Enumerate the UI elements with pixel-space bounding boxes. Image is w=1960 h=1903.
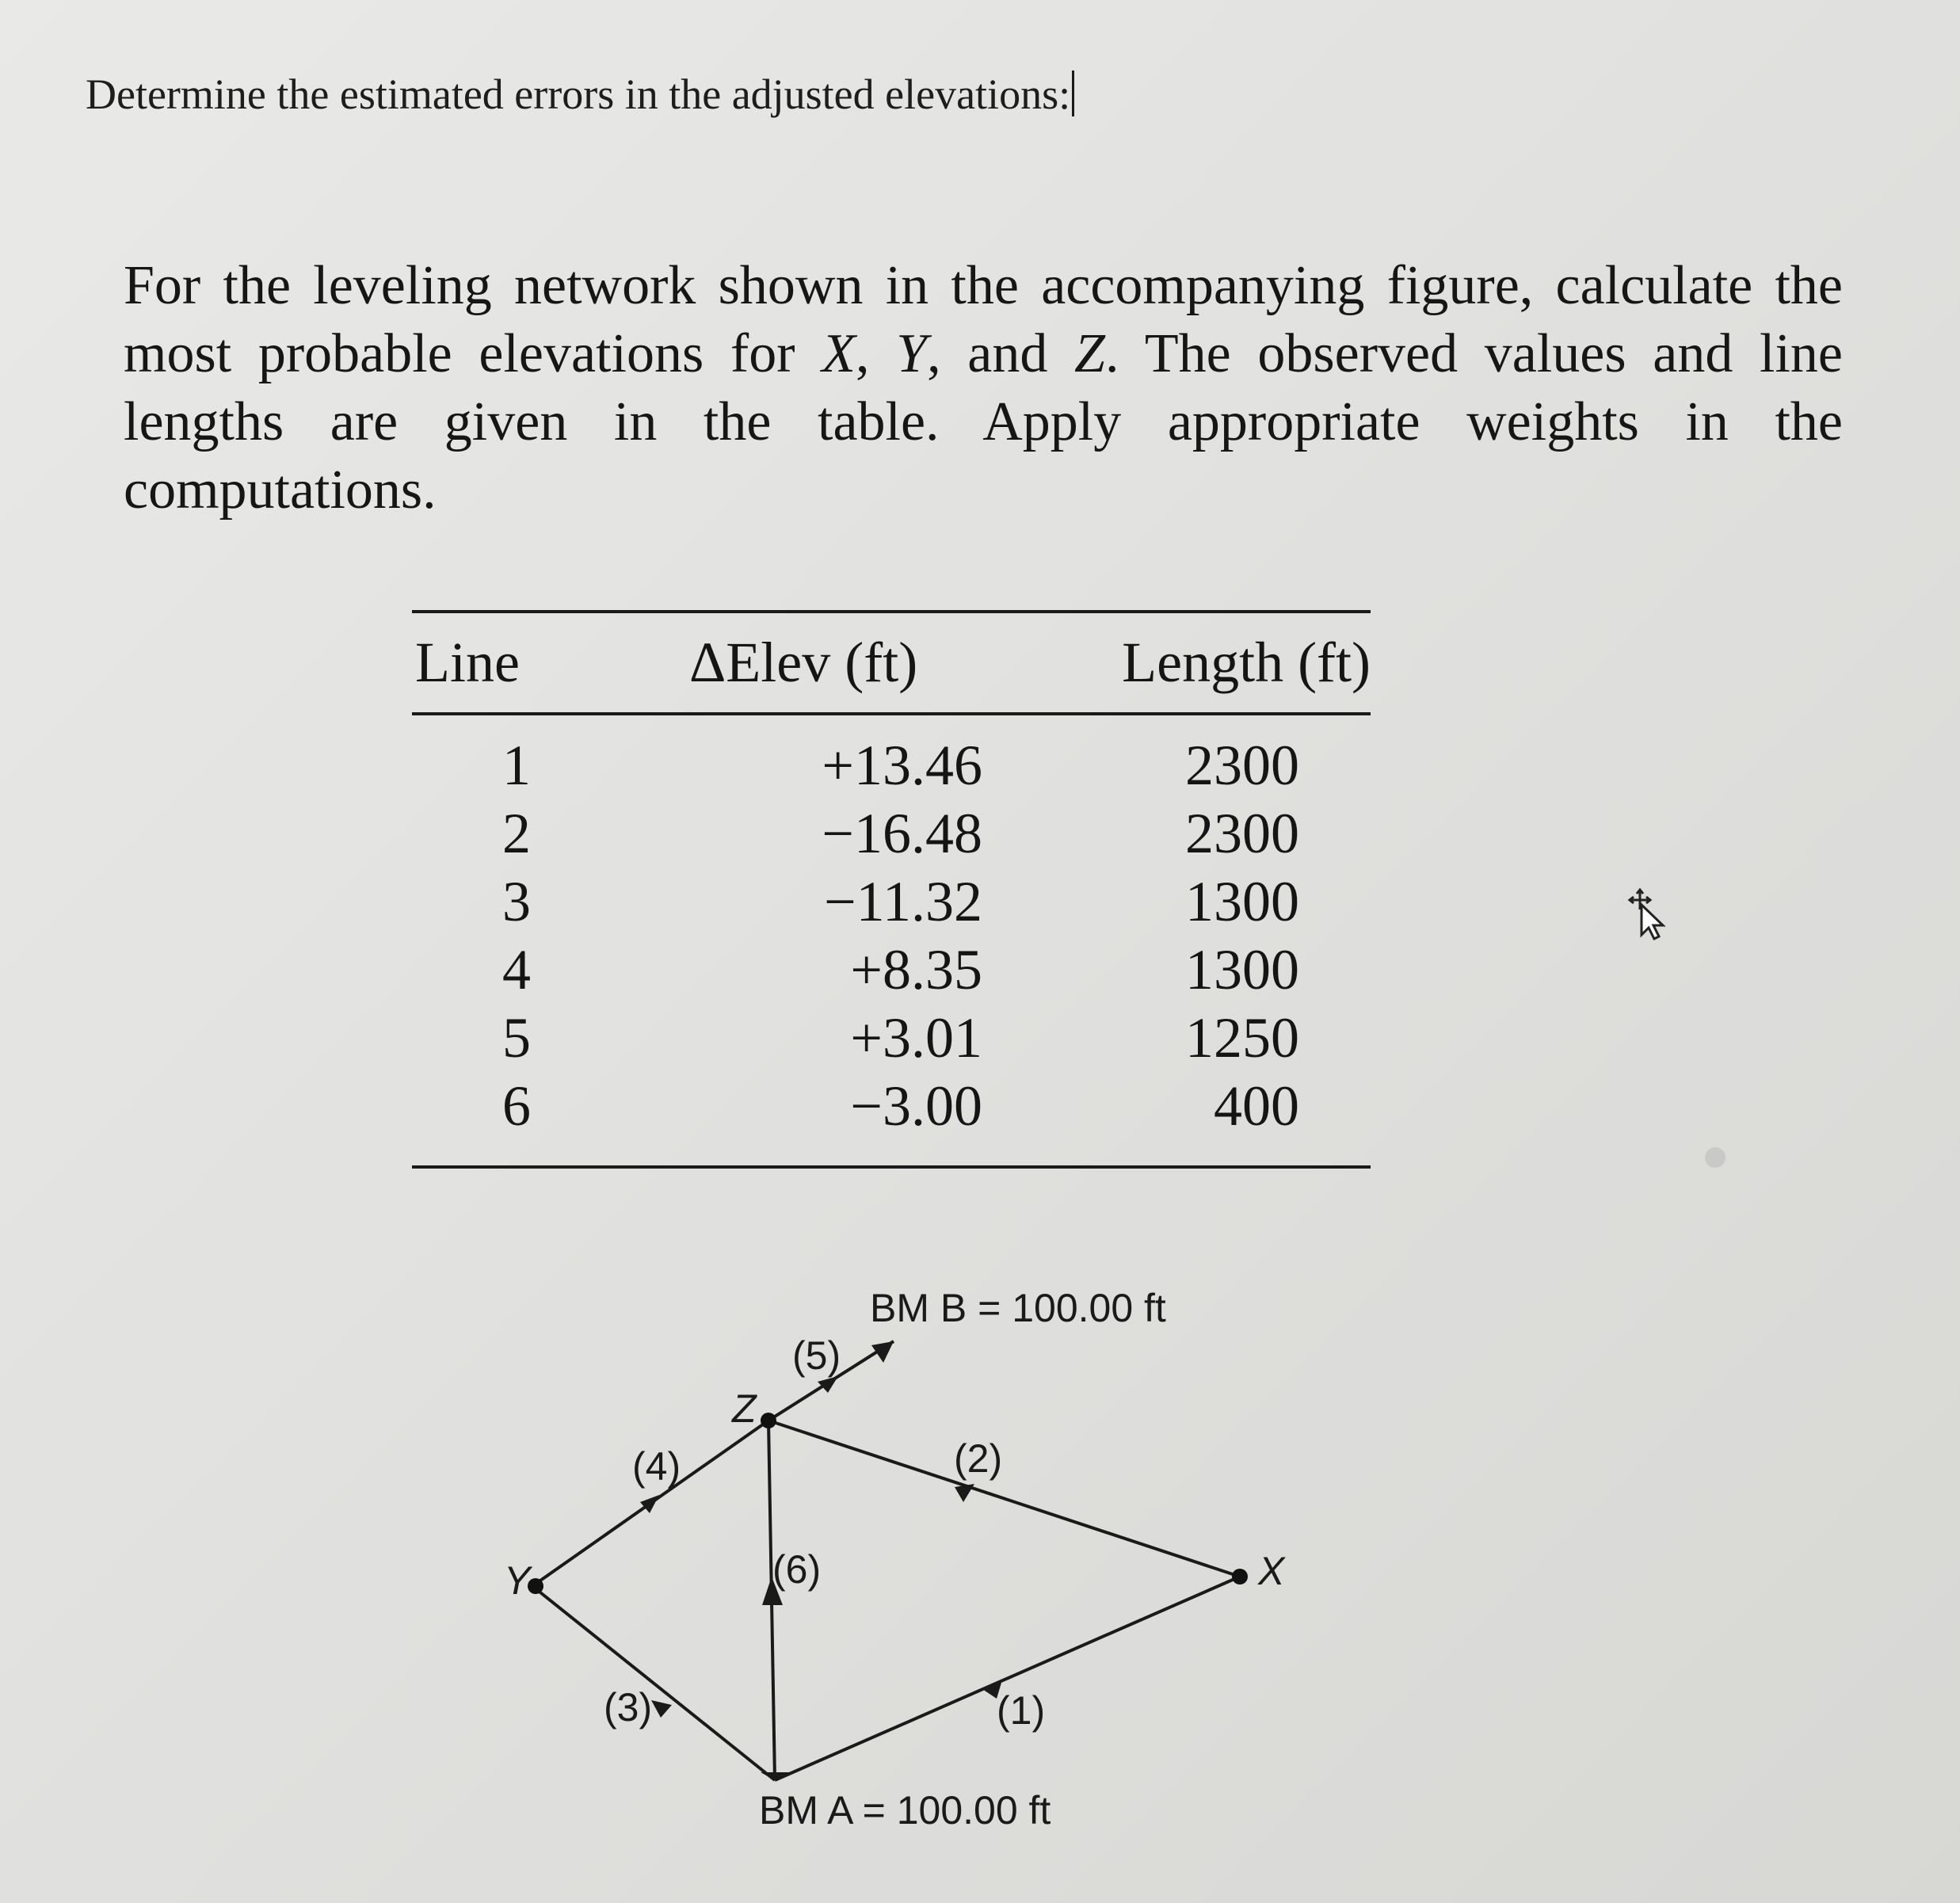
node-x-point (1232, 1569, 1248, 1585)
line-1 (775, 1577, 1240, 1780)
cell-line: 3 (502, 869, 531, 933)
problem-sep2: , and (927, 323, 1075, 384)
cell-line: 2 (502, 801, 531, 865)
move-cursor-icon (1623, 886, 1667, 941)
cell-elev: −3.00 (850, 1074, 982, 1138)
cell-elev: +8.35 (850, 937, 982, 1001)
cell-elev: −11.32 (824, 869, 982, 933)
cell-length: 400 (1214, 1074, 1299, 1138)
cell-length: 1300 (1185, 937, 1299, 1001)
network-nodes (528, 1413, 1248, 1594)
cell-line: 4 (502, 937, 531, 1001)
line-3 (532, 1586, 775, 1780)
cell-elev: +13.46 (822, 733, 982, 797)
dust-spot (1705, 1147, 1725, 1168)
node-z-label: Z (732, 1386, 757, 1431)
cell-elev: +3.01 (850, 1005, 982, 1070)
label-2: (2) (954, 1436, 1003, 1481)
problem-var-z: Z (1074, 323, 1105, 384)
label-5: (5) (792, 1333, 841, 1378)
question-label: Determine the estimated errors in the adjusted elevations: (86, 71, 1071, 118)
figure-labels (504, 1286, 1286, 1832)
header-elev: ΔElev (ft) (689, 631, 918, 694)
label-4: (4) (632, 1444, 681, 1489)
bm-a-label: BM A = 100.00 ft (759, 1788, 1051, 1832)
cell-length: 2300 (1185, 801, 1299, 865)
cell-line: 6 (502, 1074, 531, 1138)
label-3: (3) (604, 1685, 653, 1729)
cell-line: 1 (502, 733, 531, 797)
problem-var-x: X (822, 323, 856, 384)
label-1: (1) (997, 1688, 1046, 1733)
arrow-4 (640, 1495, 659, 1513)
header-length: Length (ft) (1122, 631, 1371, 694)
problem-var-y: Y (896, 323, 928, 384)
problem-part1: For the leveling network shown in the accompanying figure, calculate the most probable elevations for (124, 255, 1843, 384)
cell-length: 2300 (1185, 733, 1299, 797)
problem-part2: . The observed values and line lengths are given in the table. Apply appropriate weights in the computations. (124, 323, 1843, 521)
cell-line: 5 (502, 1005, 531, 1070)
arrow-5 (818, 1376, 838, 1393)
cell-length: 1250 (1185, 1005, 1299, 1070)
node-y-label: Y (504, 1558, 531, 1603)
cell-length: 1300 (1185, 869, 1299, 933)
bm-b-label: BM B = 100.00 ft (870, 1286, 1166, 1330)
problem-sep1: , (855, 323, 897, 384)
label-6: (6) (772, 1547, 822, 1592)
arrow-3 (651, 1700, 672, 1718)
header-line: Line (415, 631, 520, 694)
cell-elev: −16.48 (822, 801, 982, 865)
node-z-point (761, 1413, 776, 1428)
node-x-label: X (1258, 1549, 1285, 1593)
arrow-2 (955, 1484, 974, 1502)
line-2 (768, 1421, 1240, 1577)
